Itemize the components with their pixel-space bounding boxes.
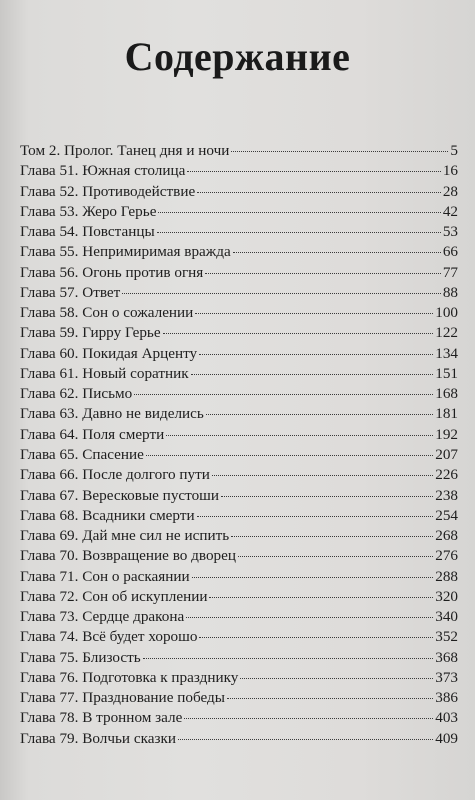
toc-entry — [20, 688, 458, 708]
toc-entry-title: Глава 72. Сон об искуплении — [20, 587, 208, 605]
dot-leader — [240, 677, 433, 679]
toc-entry — [20, 607, 458, 627]
dot-leader — [205, 272, 441, 274]
toc-entry-page: 16 — [442, 162, 458, 180]
toc-entry-page: 268 — [435, 527, 458, 545]
toc-entry-title: Глава 51. Южная столица — [20, 162, 186, 180]
toc-entry-title: Глава 71. Сон о раскаянии — [20, 567, 190, 585]
page-title: Содержание — [124, 33, 351, 79]
dot-leader — [197, 191, 441, 193]
toc-entry-page: 122 — [435, 324, 458, 342]
toc-entry — [20, 141, 458, 161]
dot-leader — [209, 596, 433, 598]
toc-entry — [20, 222, 458, 242]
toc-entry — [20, 445, 458, 465]
toc-entry — [20, 425, 458, 445]
toc-entry-title: Глава 56. Огонь против огня — [20, 263, 204, 281]
toc-entry-title: Глава 61. Новый соратник — [20, 364, 189, 382]
toc-entry — [20, 506, 458, 526]
dot-leader — [195, 312, 433, 314]
toc-entry-title: Глава 78. В тронном зале — [20, 709, 183, 727]
toc-entry — [20, 627, 458, 647]
toc-entry-page: 53 — [442, 223, 458, 241]
toc-entry-title: Глава 55. Непримиримая вражда — [20, 243, 231, 261]
toc-entry-title: Глава 63. Давно не виделись — [20, 405, 204, 423]
toc-entry — [20, 486, 458, 506]
toc-entry-page: 192 — [435, 425, 458, 443]
toc-entry — [20, 546, 458, 566]
toc-entry — [20, 404, 458, 424]
dot-leader — [212, 474, 433, 476]
toc-entry-title: Глава 68. Всадники смерти — [20, 506, 195, 524]
toc-entry-title: Глава 64. Поля смерти — [20, 425, 165, 443]
dot-leader — [178, 738, 433, 740]
table-of-contents — [20, 141, 458, 749]
toc-entry-title: Глава 79. Волчьи сказки — [20, 729, 176, 747]
dot-leader — [206, 413, 433, 415]
toc-entry-page: 226 — [435, 466, 458, 484]
toc-entry-title: Глава 74. Всё будет хорошо — [20, 628, 198, 646]
toc-entry — [20, 202, 458, 222]
toc-entry-page: 409 — [435, 729, 458, 747]
toc-entry-page: 66 — [442, 243, 458, 261]
toc-entry-title: Глава 75. Близость — [20, 648, 141, 666]
toc-entry — [20, 303, 458, 323]
toc-entry-title: Глава 67. Вересковые пустоши — [20, 486, 220, 504]
toc-entry-title: Глава 59. Гирру Герье — [20, 324, 161, 342]
dot-leader — [166, 434, 433, 436]
dot-leader — [191, 373, 434, 375]
toc-entry-page: 207 — [435, 445, 458, 463]
dot-leader — [184, 717, 433, 719]
toc-entry-page: 100 — [435, 304, 458, 322]
toc-entry-page: 386 — [435, 689, 458, 707]
toc-entry — [20, 648, 458, 668]
toc-entry-page: 28 — [442, 182, 458, 200]
toc-entry — [20, 242, 458, 262]
toc-entry — [20, 668, 458, 688]
toc-entry-title: Глава 58. Сон о сожалении — [20, 304, 194, 322]
toc-entry-title: Глава 62. Письмо — [20, 385, 133, 403]
toc-entry — [20, 465, 458, 485]
dot-leader — [187, 170, 440, 172]
dot-leader — [157, 231, 441, 233]
dot-leader — [227, 697, 433, 699]
dot-leader — [233, 251, 441, 253]
toc-entry — [20, 587, 458, 607]
dot-leader — [238, 555, 433, 557]
toc-entry-page: 368 — [435, 648, 458, 666]
toc-entry-page: 340 — [435, 608, 458, 626]
toc-entry-title: Глава 73. Сердце дракона — [20, 608, 185, 626]
toc-entry — [20, 182, 458, 202]
toc-entry-page: 352 — [435, 628, 458, 646]
toc-entry-title: Глава 53. Жеро Герье — [20, 202, 157, 220]
toc-entry — [20, 364, 458, 384]
toc-entry-page: 134 — [435, 344, 458, 362]
toc-entry-title: Глава 76. Подготовка к празднику — [20, 668, 239, 686]
toc-entry — [20, 344, 458, 364]
dot-leader — [199, 636, 433, 638]
toc-entry-page: 88 — [442, 283, 458, 301]
toc-entry — [20, 708, 458, 728]
toc-entry-page: 276 — [435, 547, 458, 565]
toc-entry — [20, 283, 458, 303]
toc-entry-title: Глава 60. Покидая Арценту — [20, 344, 198, 362]
toc-entry-title: Глава 54. Повстанцы — [20, 223, 155, 241]
toc-entry-title: Глава 66. После долгого пути — [20, 466, 210, 484]
toc-entry-page: 42 — [442, 202, 458, 220]
toc-entry — [20, 323, 458, 343]
dot-leader — [143, 657, 434, 659]
toc-entry-title: Глава 77. Празднование победы — [20, 689, 225, 707]
dot-leader — [122, 292, 441, 294]
dot-leader — [158, 211, 440, 213]
toc-entry-page: 168 — [435, 385, 458, 403]
toc-entry-title: Глава 69. Дай мне сил не испить — [20, 527, 230, 545]
dot-leader — [231, 535, 433, 537]
toc-entry-page: 320 — [435, 587, 458, 605]
toc-entry-page: 288 — [435, 567, 458, 585]
toc-entry-page: 151 — [435, 364, 458, 382]
toc-entry-page: 254 — [435, 506, 458, 524]
toc-entry-title: Глава 57. Ответ — [20, 283, 121, 301]
dot-leader — [134, 393, 433, 395]
toc-entry — [20, 567, 458, 587]
toc-entry — [20, 384, 458, 404]
dot-leader — [199, 353, 433, 355]
toc-entry-title: Глава 70. Возвращение во дворец — [20, 547, 237, 565]
toc-entry-page: 373 — [435, 668, 458, 686]
dot-leader — [197, 515, 434, 517]
toc-entry-page: 181 — [435, 405, 458, 423]
dot-leader — [146, 454, 433, 456]
toc-entry-page: 403 — [435, 709, 458, 727]
toc-entry-page: 5 — [450, 142, 458, 159]
toc-entry — [20, 526, 458, 546]
toc-entry-page: 238 — [435, 486, 458, 504]
toc-entry-title: Том 2. Пролог. Танец дня и ночи — [20, 142, 230, 159]
dot-leader — [186, 616, 433, 618]
toc-entry — [20, 729, 458, 749]
dot-leader — [192, 576, 434, 578]
dot-leader — [221, 495, 433, 497]
dot-leader — [231, 150, 448, 152]
toc-entry — [20, 161, 458, 181]
toc-entry-title: Глава 65. Спасение — [20, 445, 144, 463]
toc-entry — [20, 263, 458, 283]
toc-entry-title: Глава 52. Противодействие — [20, 182, 196, 200]
toc-entry-page: 77 — [442, 263, 458, 281]
dot-leader — [163, 332, 434, 334]
